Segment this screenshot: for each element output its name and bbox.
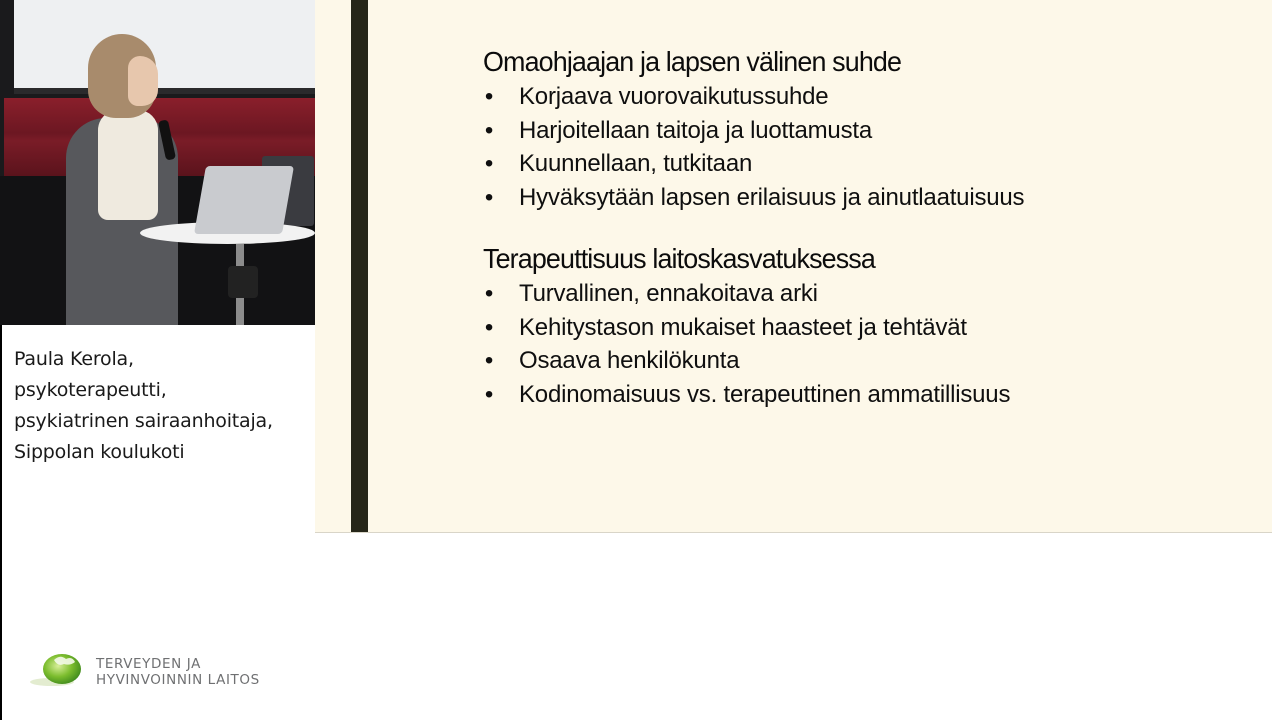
bullet-icon: •	[484, 183, 494, 211]
bullet-icon: •	[484, 150, 494, 177]
bullet-text: Osaava henkilökunta	[519, 347, 740, 374]
bullet-icon: •	[484, 380, 494, 408]
slide-content	[483, 44, 1243, 411]
bullet-icon: •	[484, 313, 494, 341]
speaker-title-2: psykiatrinen sairaanhoitaja,	[14, 410, 273, 432]
podium-device	[228, 266, 258, 298]
speaker-caption-text	[14, 344, 314, 468]
thl-green-drop-icon	[28, 652, 84, 688]
bullet-icon: •	[484, 347, 494, 374]
bullet-item	[483, 277, 1243, 311]
bullet-icon: •	[484, 83, 494, 110]
speaker-scarf	[98, 110, 158, 220]
bullet-text: Kehitystason mukaiset haasteet ja tehtävät	[519, 313, 967, 341]
section-heading: Omaohjaajan ja lapsen välinen suhde	[483, 46, 902, 77]
bullet-item	[483, 181, 1243, 215]
projection-screen	[14, 0, 315, 94]
bullet-item	[483, 147, 1243, 181]
presentation-slide	[315, 0, 1272, 533]
slide-section-relationship	[483, 44, 1243, 214]
slide-section-therapeutic	[483, 241, 1243, 411]
speaker-name: Paula Kerola,	[14, 348, 134, 370]
slide-right-margin	[1272, 0, 1280, 533]
bullet-text: Turvallinen, ennakoitava arki	[519, 280, 818, 307]
bullet-icon: •	[484, 116, 494, 144]
logo-line-2: HYVINVOINNIN LAITOS	[96, 672, 260, 688]
bullet-item	[483, 311, 1243, 345]
thl-logo-text	[96, 656, 260, 688]
bullet-text: Korjaava vuorovaikutussuhde	[519, 83, 829, 110]
logo-line-1: TERVEYDEN JA	[96, 656, 201, 672]
bullet-text: Kuunnellaan, tutkitaan	[519, 150, 753, 177]
speaker-organization: Sippolan koulukoti	[14, 441, 185, 463]
section-heading: Terapeuttisuus laitoskasvatuksessa	[483, 243, 875, 274]
speaker-face	[128, 56, 158, 106]
bullet-item	[483, 80, 1243, 114]
bullet-item	[483, 344, 1243, 378]
bullet-list	[483, 277, 1243, 411]
bullet-icon: •	[484, 280, 494, 307]
speaker-title-1: psykoterapeutti,	[14, 379, 167, 401]
thl-logo	[28, 652, 298, 692]
laptop	[194, 166, 294, 234]
bullet-text: Harjoitellaan taitoja ja luottamusta	[519, 116, 872, 144]
slide-accent-bar	[351, 0, 368, 532]
speaker-video[interactable]	[0, 0, 315, 325]
bullet-item	[483, 114, 1243, 148]
bullet-item	[483, 378, 1243, 412]
bullet-text: Kodinomaisuus vs. terapeuttinen ammatillisuus	[519, 380, 1011, 408]
bullet-list	[483, 80, 1243, 214]
bullet-text: Hyväksytään lapsen erilaisuus ja ainutlaatuisuus	[519, 183, 1025, 211]
